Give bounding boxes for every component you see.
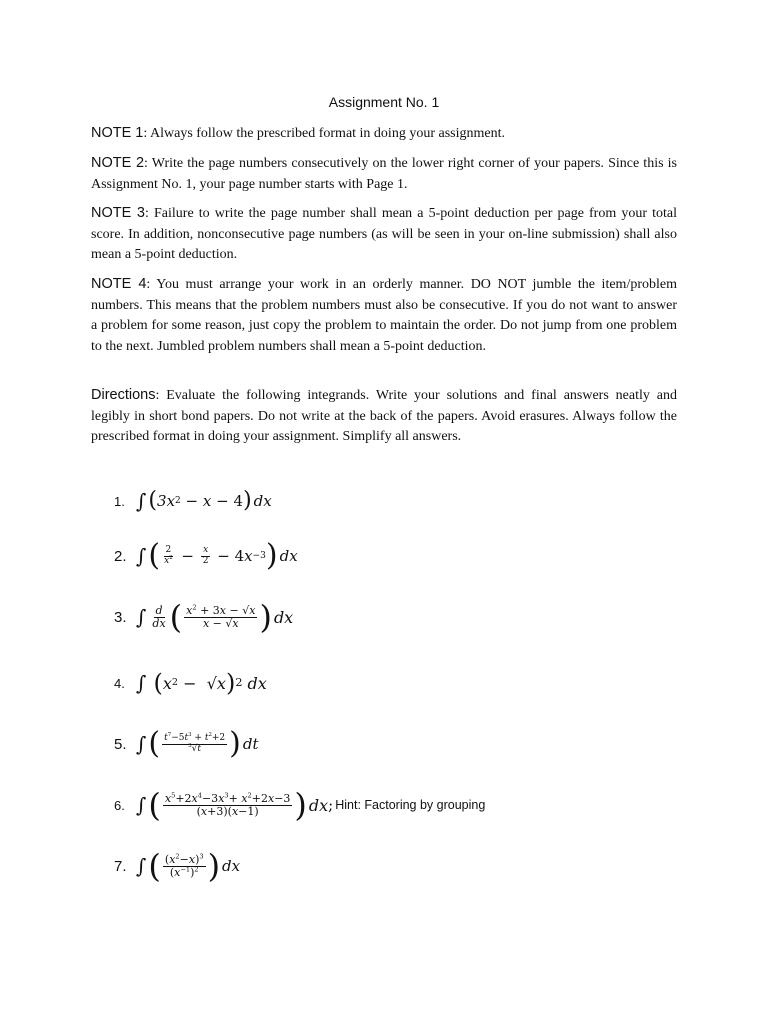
problem-number: 2. [114, 547, 127, 565]
directions-text: : Evaluate the following integrands. Write your solutions and final answers neatly and legibly in short bond papers. Do not write at the back of the papers. Avoid erasures. Always follow the prescribed format in doing your assignment. Simplify all answers. [91, 388, 677, 444]
problem-3 [114, 597, 293, 637]
note-3 [91, 203, 677, 266]
problem-1 [114, 481, 272, 521]
note-text: : You must arrange your work in an orderly manner. DO NOT jumble the item/problem numbers. This means that the problem numbers must also be consecutive. If you do not want to answer a problem for some reason, just copy the problem to maintain the order. Do not jump from one problem to the next. Jumbled problem numbers shall mean a 5-point deduction. [91, 277, 677, 354]
note-label: NOTE 1 [91, 125, 144, 141]
problem-number: 7. [114, 857, 127, 875]
problem-number: 5. [114, 735, 127, 753]
problem-7 [114, 846, 240, 886]
problem-hint: Hint: Factoring by grouping [335, 798, 486, 812]
problem-number: 6. [114, 797, 125, 813]
note-2 [91, 153, 677, 195]
note-label: NOTE 3 [91, 205, 145, 221]
directions-label: Directions [91, 387, 156, 403]
integral-expression: ∫ $\frac{d}{dx}$ ( $\frac{x^2 + 3x - √x}{x - √x}$ ) dx [136, 598, 294, 636]
note-label: NOTE 4 [91, 276, 147, 292]
integral-expression: ∫ ( $\frac{x^5+2x^4-3x^3+ x^2+2x-3}{(x+3)(x-1)}$ ) dx ; Hint: Factoring by grouping [136, 786, 486, 824]
problem-6 [114, 785, 485, 825]
note-text: : Failure to write the page number shall mean a 5-point deduction per page from your total score. In addition, nonconsecutive page numbers (as will be seen in your on-line submission) shall also mean a 5-point deduction. [91, 206, 678, 262]
problem-number: 4. [114, 675, 125, 691]
problem-4 [114, 663, 267, 703]
problem-5 [114, 724, 259, 764]
integral-expression: ∫ ( $\frac{2}{x^2}$ − $\frac{x}{2}$ − 4 x −3 ) dx [136, 538, 298, 573]
integral-expression: ∫ ( $\frac{(x^2-x)^3}{(x^{-1})^2}$ ) dx [136, 847, 241, 885]
note-1 [91, 123, 677, 145]
page-title: Assignment No. 1 [328, 94, 440, 110]
directions [91, 385, 677, 448]
problem-number: 3. [114, 608, 127, 626]
integral-expression: ∫ ( x 2 − √ x ) 2 dx [136, 669, 267, 697]
integral-expression: ∫ ( $\frac{t^7-5t^3 + t^2+2}{^3√t}$ ) dt [136, 726, 259, 761]
problem-2 [114, 536, 298, 576]
note-text: : Write the page numbers consecutively on the lower right corner of your papers. Since this is Assignment No. 1, your page number starts with Page 1. [91, 156, 678, 192]
problem-number: 1. [114, 493, 125, 509]
integral-expression: ∫ ( 3 x 2 − x − 4 ) dx [136, 488, 272, 513]
note-text: : Always follow the prescribed format in doing your assignment. [143, 126, 505, 141]
note-label: NOTE 2 [91, 155, 145, 171]
note-4 [91, 274, 677, 357]
